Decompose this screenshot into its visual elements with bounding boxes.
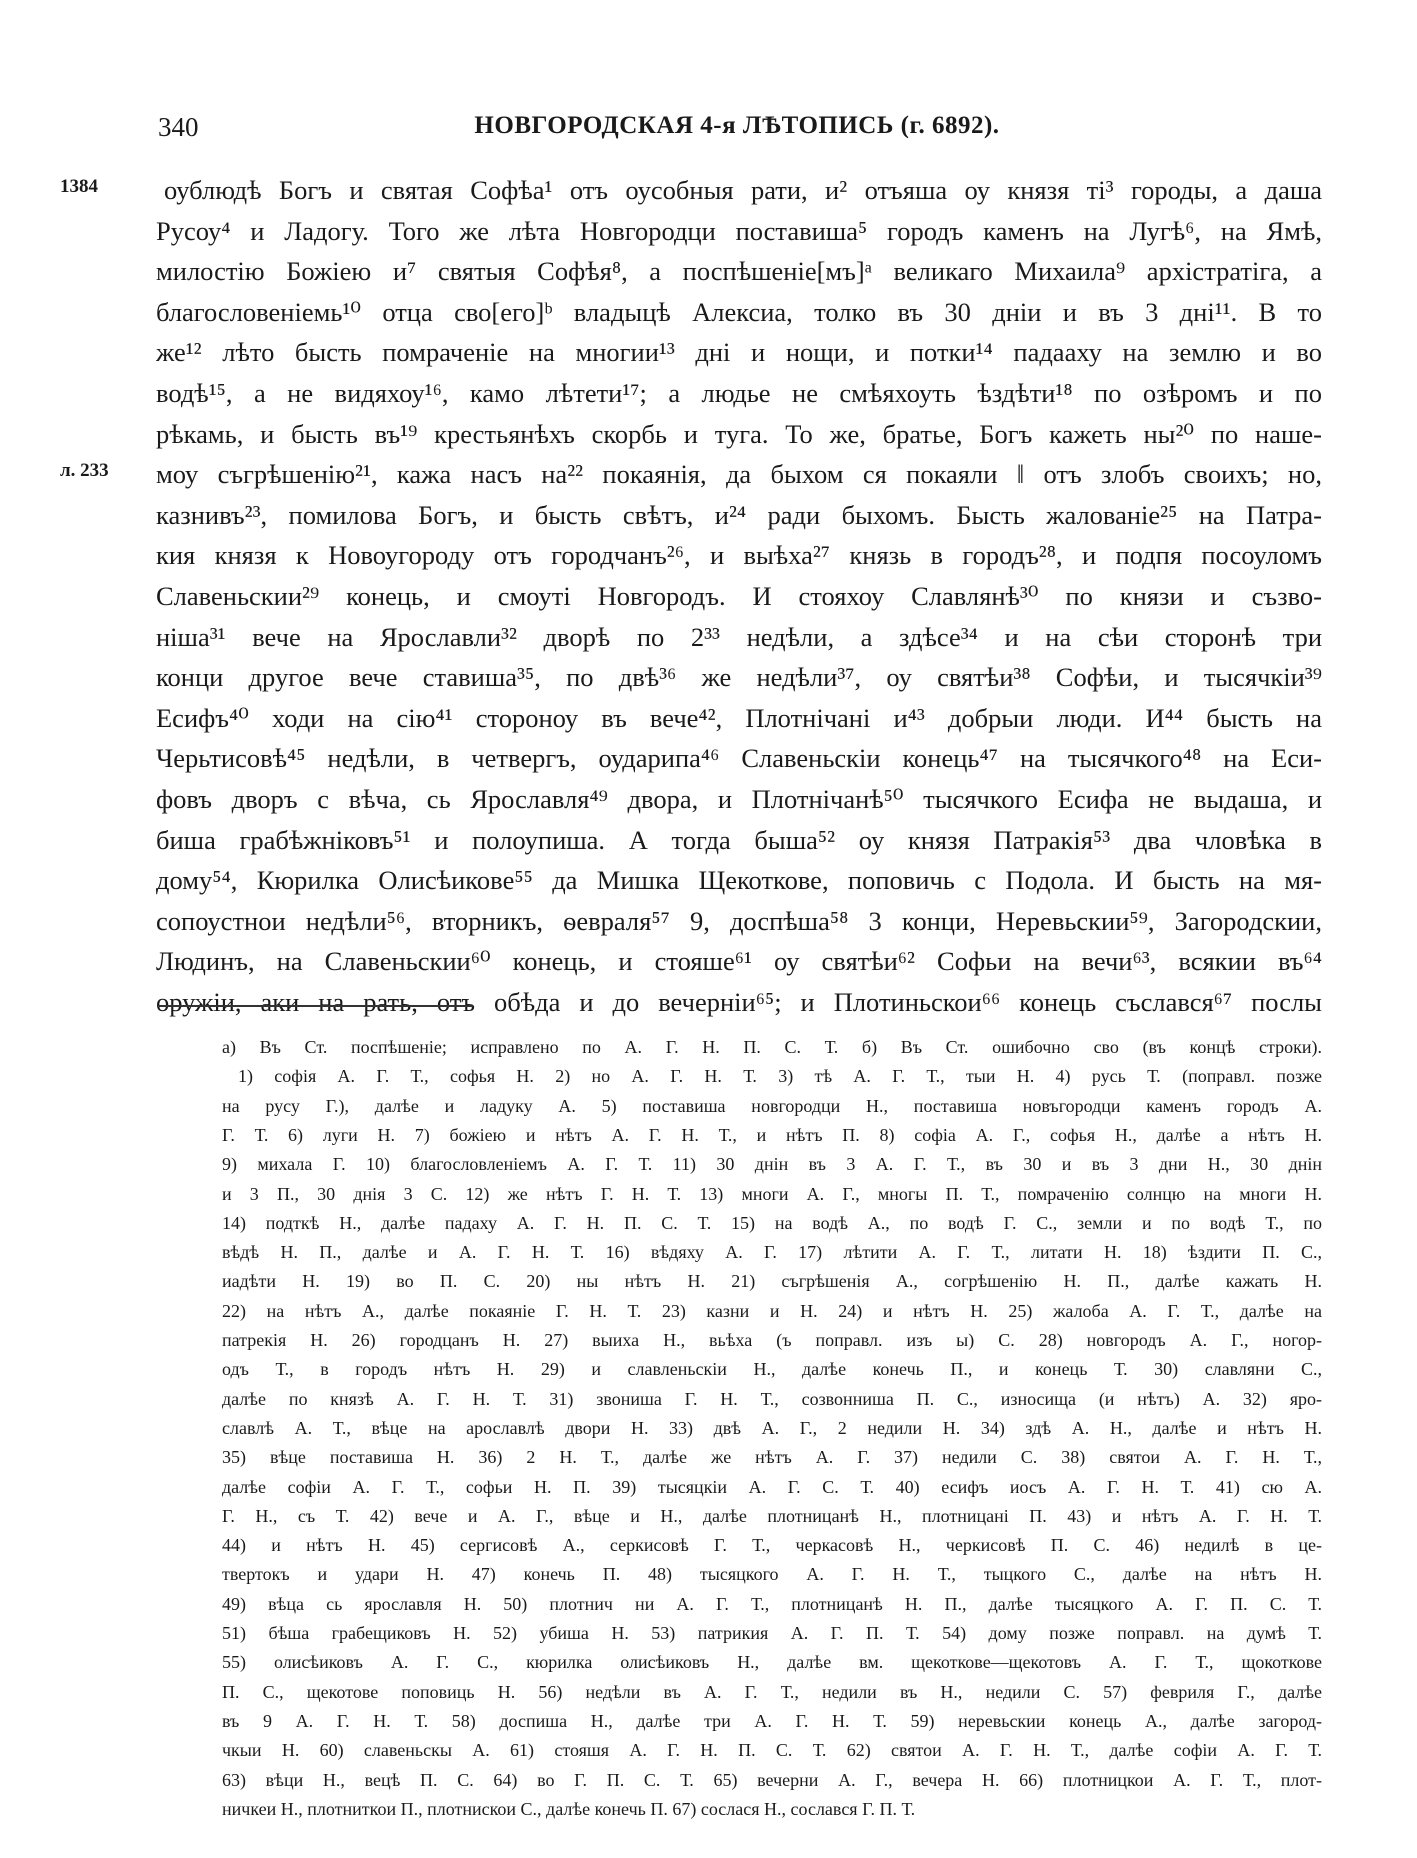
- text-line-content: оружіи, аки на рать, отъ обѣда и до вечерніи⁶⁵; и Плотиньскои⁶⁶ конець съслався⁶⁷ послы: [156, 987, 1322, 1017]
- text-line: [0, 251, 1417, 291]
- text-line-content: Славеньскии²⁹ конець, и смоуті Новгородъ. И стояхоу Славлянѣ³⁰ по князи и съзво-: [156, 581, 1322, 611]
- footnote-line: далѣе по князѣ А. Г. Н. Т. 31) звониша Г. Н. Т., созвонниша П. С., износища (и нѣтъ) А. 32) яро-: [222, 1388, 1322, 1409]
- text-line-content: Черьтисовѣ⁴⁵ недѣли, в четвергъ, оударипа⁴⁶ Славеньскіи конець⁴⁷ на тысячкого⁴⁸ на Еси-: [156, 743, 1322, 774]
- footnote-line: на русу Г.), далѣе и ладуку А. 5) поставиша новгородци Н., поставиша новъгородци каменъ городъ А.: [222, 1095, 1322, 1116]
- text-line-content: казнивъ²³, помилова Богъ, и бысть свѣтъ, и²⁴ ради быхомъ. Бысть жалованіе²⁵ на Патра-: [156, 499, 1322, 530]
- text-line: [0, 576, 1417, 616]
- footnote-line: ничкеи Н., плотниткои П., плотнискои С., далѣе конечь П. 67) сослася Н., сослався Г. П. Т.: [222, 1798, 916, 1819]
- text-line: [0, 292, 1417, 332]
- footnote-line: 9) михала Г. 10) благословленіемъ А. Г. Т. 11) 30 днін въ 3 А. Г. Т., въ 30 и въ 3 дни Н., 30 днін: [222, 1154, 1322, 1175]
- text-line-content: Есифъ⁴⁰ ходи на сію⁴¹ стороноу въ вече⁴², Плотнічані и⁴³ добрыи люди. И⁴⁴ бысть на: [156, 702, 1322, 733]
- text-line-content: милостію Божіею и⁷ святыя Софѣя⁸, а поспѣшеніе[мъ]ᵃ великаго Михаила⁹ архістратіга, а: [156, 256, 1322, 287]
- footnote-line: далѣе софіи А. Г. Т., софьи Н. П. 39) тысяцкіи А. Г. С. Т. 40) есифъ иосъ А. Г. Н. Т. 41) сю А.: [222, 1476, 1322, 1497]
- footnote-line: славлѣ А. Т., вѣце на арославлѣ двори Н. 33) двѣ А. Г., 2 недили Н. 34) здѣ А. Н., далѣе и нѣтъ Н.: [222, 1417, 1322, 1438]
- text-line-content: рѣкамь, и бысть въ¹⁹ крестьянѣхъ скорбь и туга. То же, братье, Богъ кажеть ны²⁰ по наше-: [156, 418, 1322, 449]
- footnote-divider: [158, 1005, 473, 1007]
- footnote-line: 1) софія А. Г. Т., софья Н. 2) но А. Г. Н. Т. 3) тѣ А. Г. Т., тыи Н. 4) русь Т. (поправл. позже: [238, 1066, 1322, 1087]
- text-line: [0, 170, 1417, 210]
- footnote-line: въ 9 А. Г. Н. Т. 58) доспиша Н., далѣе три А. Г. Н. Т. 59) неревьскии конець А., далѣе загород-: [222, 1710, 1322, 1731]
- text-line: [0, 373, 1417, 413]
- footnote-line: 14) подткѣ Н., далѣе падаху А. Г. Н. П. С. Т. 15) на водѣ А., по водѣ Г. С., земли и по водѣ Т., по: [222, 1212, 1322, 1233]
- footnote-line: П. С., щекотове поповиць Н. 56) недѣли въ А. Г. Т., недили въ Н., недили С. 57) февриля Г., далѣе: [222, 1681, 1322, 1702]
- footnote-line: 51) бѣша грабещиковъ Н. 52) убиша Н. 53) патрикия А. Г. П. Т. 54) дому позже поправл. на думѣ Т.: [222, 1623, 1322, 1643]
- text-line: [0, 454, 1417, 494]
- footnote-line: 63) вѣци Н., вецѣ П. С. 64) во Г. П. С. Т. 65) вечерни А. Г., вечера Н. 66) плотницкои А. Г. Т., плот-: [222, 1769, 1322, 1790]
- footnote-line: 55) олисѣиковъ А. Г. С., кюрилка олисѣиковъ Н., далѣе вм. щекоткове—щекотовъ А. Г. Т., щокоткове: [222, 1652, 1322, 1673]
- footnote-line: иадѣти Н. 19) во П. С. 20) ны нѣтъ Н. 21) съгрѣшенія А., согрѣшенію Н. П., далѣе кажать Н.: [222, 1271, 1322, 1292]
- footnote-line: 49) вѣца сь ярославля Н. 50) плотнич ни А. Г. Т., плотницанѣ Н. П., далѣе тысяцкого А. Г. П. С. Т.: [222, 1593, 1322, 1614]
- text-line-content: фовъ дворъ с вѣча, сь Ярославля⁴⁹ двора, и Плотнічанѣ⁵⁰ тысячкого Есифа не выдаша, и: [156, 784, 1322, 814]
- text-line-content: биша грабѣжніковъ⁵¹ и полоупиша. А тогда быша⁵² оу князя Патракія⁵³ два чловѣка в: [156, 824, 1322, 855]
- text-line: [0, 535, 1417, 575]
- text-line-content: Русоу⁴ и Ладогу. Того же лѣта Новгородци поставиша⁵ городъ каменъ на Лугѣ⁶, на Ямѣ,: [156, 215, 1322, 246]
- footnote-line: чкыи Н. 60) славеньскы А. 61) стояшя А. Г. Н. П. С. Т. 62) святои А. Г. Н. Т., далѣе софіи А. Г. Т.: [222, 1740, 1322, 1761]
- text-line: [0, 941, 1417, 981]
- text-line: [0, 495, 1417, 535]
- margin-note: л. 233: [60, 460, 109, 482]
- page-number: 340: [158, 112, 199, 142]
- footnote-line: Г. Н., съ Т. 42) вече и А. Г., вѣце и Н., далѣе плотницанѣ Н., плотницані П. 43) и нѣтъ А. Г. Н. Т.: [222, 1505, 1322, 1526]
- footnote-line: Г. Т. 6) луги Н. 7) божіею и нѣтъ А. Г. Н. Т., и нѣтъ П. 8) софіа А. Г., софья Н., далѣе а нѣтъ Н.: [222, 1124, 1322, 1145]
- text-line-content: моу съгрѣшенію²¹, кажа насъ на²² покаянія, да быхом ся покаяли ‖ отъ злобъ своихъ; но,: [156, 459, 1322, 490]
- text-line: [0, 738, 1417, 778]
- text-line-content: водѣ¹⁵, а не видяхоу¹⁶, камо лѣтети¹⁷; а людье не смѣяхоуть ѣздѣти¹⁸ по озѣромъ и по: [156, 378, 1322, 408]
- text-line: [0, 860, 1417, 900]
- text-line: [0, 332, 1417, 372]
- text-line-content: Людинъ, на Славеньскии⁶⁰ конець, и стояше⁶¹ оу святѣи⁶² Софьи на вечи⁶³, всякии въ⁶⁴: [156, 946, 1322, 977]
- footnote-head: а) Въ Ст. поспѣшеніе; исправлено по А. Г. Н. П. С. Т. б) Въ Ст. ошибочно сво (въ концѣ строки).: [222, 1037, 1322, 1057]
- text-line-content: кия князя к Новоугороду отъ городчанъ²⁶, и выѣха²⁷ князь в городъ²⁸, и подпя посоуломъ: [156, 540, 1322, 571]
- footnote-line: патрекія Н. 26) городцанъ Н. 27) выиха Н., вьѣха (ъ поправл. изъ ы) С. 28) новгородъ А. Г., ногор-: [222, 1330, 1322, 1350]
- text-line: [0, 698, 1417, 738]
- footnote-line: одъ Т., в городъ нѣтъ Н. 29) и славленьскіи Н., далѣе конечь П., и конець Т. 30) славляни С.,: [222, 1359, 1322, 1380]
- text-line-content: сопоустнои недѣли⁵⁶, вторникъ, ѳевраля⁵⁷ 9, доспѣша⁵⁸ 3 конци, Неревьскии⁵⁹, Загородскии,: [156, 905, 1322, 936]
- page-header: [152, 112, 1322, 152]
- text-line: [0, 820, 1417, 860]
- running-title: НОВГОРОДСКАЯ 4-я ЛѢТОПИСЬ (г. 6892).: [474, 112, 1000, 139]
- margin-note: 1384: [60, 176, 98, 197]
- footnote-line: вѣдѣ Н. П., далѣе и А. Г. Н. Т. 16) вѣдяху А. Г. 17) лѣтити А. Г. Т., литати Н. 18) ѣздити П. С.,: [222, 1242, 1322, 1263]
- footnote-line: 35) вѣце поставиша Н. 36) 2 Н. Т., далѣе же нѣтъ А. Г. 37) недили С. 38) святои А. Г. Н. Т.,: [222, 1447, 1322, 1468]
- footnote-line: твертокъ и удари Н. 47) конечь П. 48) тысяцкого А. Г. Н. Т., тыцкого С., далѣе на нѣтъ Н.: [222, 1564, 1322, 1585]
- text-line-content: конци другое вече ставиша³⁵, по двѣ³⁶ же недѣли³⁷, оу святѣи³⁸ Софѣи, и тысячкіи³⁹: [156, 662, 1322, 693]
- text-line: [0, 617, 1417, 657]
- text-line: [0, 211, 1417, 251]
- text-line-content: дому⁵⁴, Кюрилка Олисѣиковe⁵⁵ да Мишка Щекоткове, поповичь с Подола. И бысть на мя-: [156, 865, 1322, 896]
- text-line: [0, 779, 1417, 819]
- footnote-line: и 3 П., 30 днія 3 С. 12) же нѣтъ Г. Н. Т. 13) многи А. Г., многы П. Т., помраченію солнцю на многи Н.: [222, 1183, 1322, 1204]
- text-line-content: же¹² лѣто бысть помраченіе на многии¹³ дні и нощи, и потки¹⁴ падааху на землю и во: [156, 337, 1322, 368]
- footnote-line: 44) и нѣтъ Н. 45) сергисовѣ А., серкисовѣ Г. Т., черкасовѣ Н., черкисовѣ П. С. 46) недилѣ в це-: [222, 1535, 1322, 1556]
- text-line-content: ніша³¹ вече на Ярославли³² дворѣ по 2³³ недѣли, а здѣсе³⁴ и на сѣи сторонѣ три: [156, 621, 1322, 652]
- text-line: [0, 901, 1417, 941]
- text-line: [0, 982, 1417, 1022]
- text-line-content: оублюдѣ Богъ и святая Софѣа¹ отъ оусобныя рати, и² отъяша оу князя ті³ городы, а даша: [164, 175, 1322, 205]
- text-line-content: благословеніемь¹⁰ отца сво[его]ᵇ владыцѣ Алексиа, толко въ 30 дніи и въ 3 дні¹¹. В то: [156, 296, 1322, 327]
- footnote-line: 22) на нѣтъ А., далѣе покаяніе Г. Н. Т. 23) казни и Н. 24) и нѣтъ Н. 25) жалоба А. Г. Т., далѣе на: [222, 1300, 1322, 1321]
- text-line: [0, 414, 1417, 454]
- text-line: [0, 657, 1417, 697]
